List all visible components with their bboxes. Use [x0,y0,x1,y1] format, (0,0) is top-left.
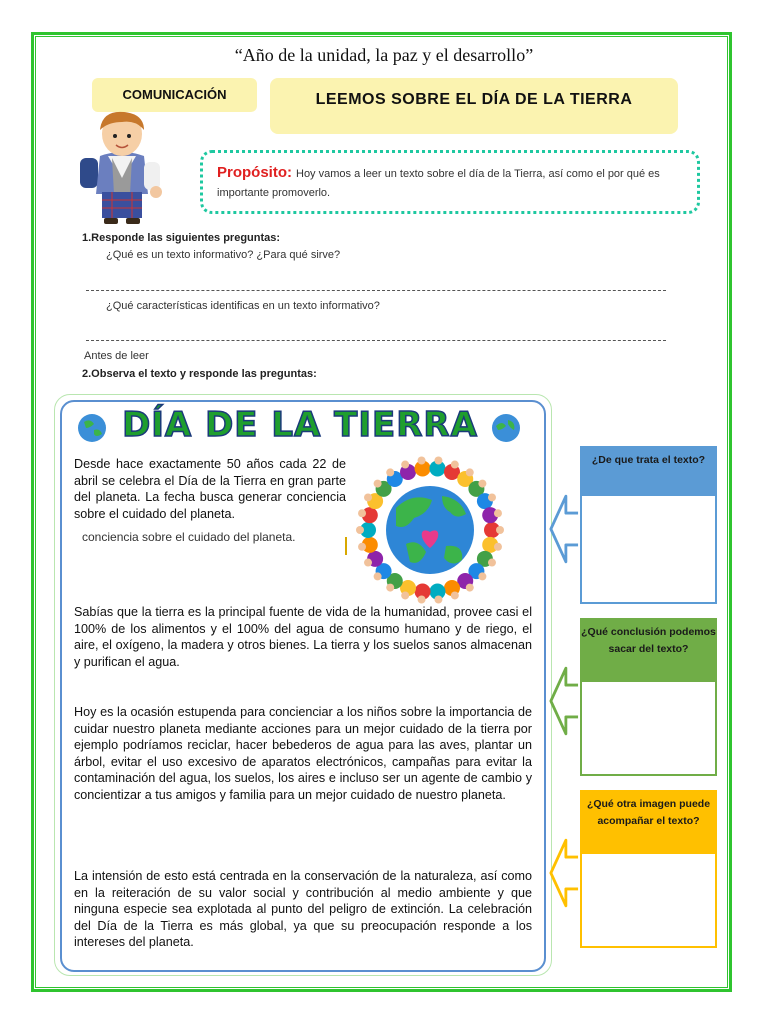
paragraph-3: Hoy es la ocasión estupenda para concienciar a los niños sobre la importancia de cuidar nuestro planeta mediante acciones para un mejor cuidado de la tierra por ejemplo podríamos reciclar, hacer bebederos de agua para las aves, plantar un árbol, evitar el uso excesivo de aparatos electrónicos, campañas para evitar la contaminación del agua, los suelos, los aires e incluso ser un agente de cambio y concientizar a tus amigos y familia para un mejor cuidado de nuestro planeta. [74,705,532,802]
student-illustration [72,108,172,226]
paragraph-2: Sabías que la tierra es la principal fuente de vida de la humanidad, provee casi el 100% de los alimentos y el 100% del agua de consumo humano y de riego, el aire, el oxígeno, la madera y otros bienes. La tierra y los suelos sanos almacenan y purifican el agua. [74,605,532,669]
question-card [580,446,717,606]
child-head [364,559,372,567]
child-head [494,509,502,517]
earth-children-illustration [356,456,504,604]
answer-line-2[interactable] [86,340,666,341]
answer-line-1[interactable] [86,290,666,291]
paragraph-1: Desde hace exactamente 50 años cada 22 de abril se celebra el Día de la Tierra en gran parte del planeta. La fecha busca generar conciencia sobre el cuidado del planeta. [74,457,346,521]
child-head [418,457,426,465]
child-head [358,543,366,551]
child-head [386,584,394,592]
left-arrow-icon [549,828,579,918]
arrow-shape [551,496,578,562]
child-head [401,461,409,469]
child-head [374,572,382,580]
year-motto: “Año de la unidad, la paz y el desarrollo” [234,45,534,65]
child-head [488,559,496,567]
answer-box[interactable] [580,680,717,776]
paragraph-1-overlay: conciencia sobre el cuidado del planeta. [76,528,346,566]
child-head [466,584,474,592]
text-cursor [345,537,347,555]
answer-box[interactable] [580,852,717,948]
answer-box[interactable] [580,494,717,604]
child-head [364,493,372,501]
globe-icon [76,412,108,444]
child-head [478,480,486,488]
page-title: LEEMOS SOBRE EL DÍA DE LA TIERRA [270,78,678,134]
paragraph-4: La intensión de esto está centrada en la conservación de la naturaleza, así como en la reiteración de su valor social y contribución al medio ambiente y que ninguna especie sea explotada al punto del peligro de extinción. La celebración del Día de la Tierra es más global, ya que su preocupación responde a los intereses del planeta. [74,869,532,949]
question-card [580,618,717,778]
child-head [356,526,364,534]
child-head [358,509,366,517]
globe-icon [490,412,522,444]
question-card-title: ¿De que trata el texto? [580,446,717,494]
child-head [488,493,496,501]
question-card [580,790,717,950]
question-1: ¿Qué es un texto informativo? ¿Para qué sirve? [106,249,341,261]
child-head [434,595,442,603]
child-head [418,595,426,603]
child-head [374,480,382,488]
arrow-shape [551,840,578,906]
purpose-text: Hoy vamos a leer un texto sobre el día de la Tierra, así como el por qué es importante promoverlo. [217,168,660,199]
left-arrow-icon [549,484,579,574]
question-card-title: ¿Qué otra imagen puede acompañar el texto? [580,790,717,852]
left-arrow-icon [549,656,579,746]
child-head [401,591,409,599]
section1-heading: 1.Responde las siguientes preguntas: [82,232,281,244]
before-reading-label: Antes de leer [84,350,149,362]
child-head [478,572,486,580]
child-head [451,461,459,469]
child-head [386,468,394,476]
arrow-shape [551,668,578,734]
question-2: ¿Qué características identificas en un texto informativo? [106,300,380,312]
child-head [434,457,442,465]
purpose-box [200,150,700,214]
child-head [451,591,459,599]
child-head [496,526,504,534]
child-head [466,468,474,476]
question-card-title: ¿Qué conclusión podemos sacar del texto? [580,618,717,680]
subject-tag: COMUNICACIÓN [92,78,257,112]
section2-heading: 2.Observa el texto y responde las preguntas: [82,368,317,380]
purpose-label: Propósito: [217,164,292,181]
child-head [494,543,502,551]
reading-title: DÍA DE LA TIERRA [122,405,478,445]
